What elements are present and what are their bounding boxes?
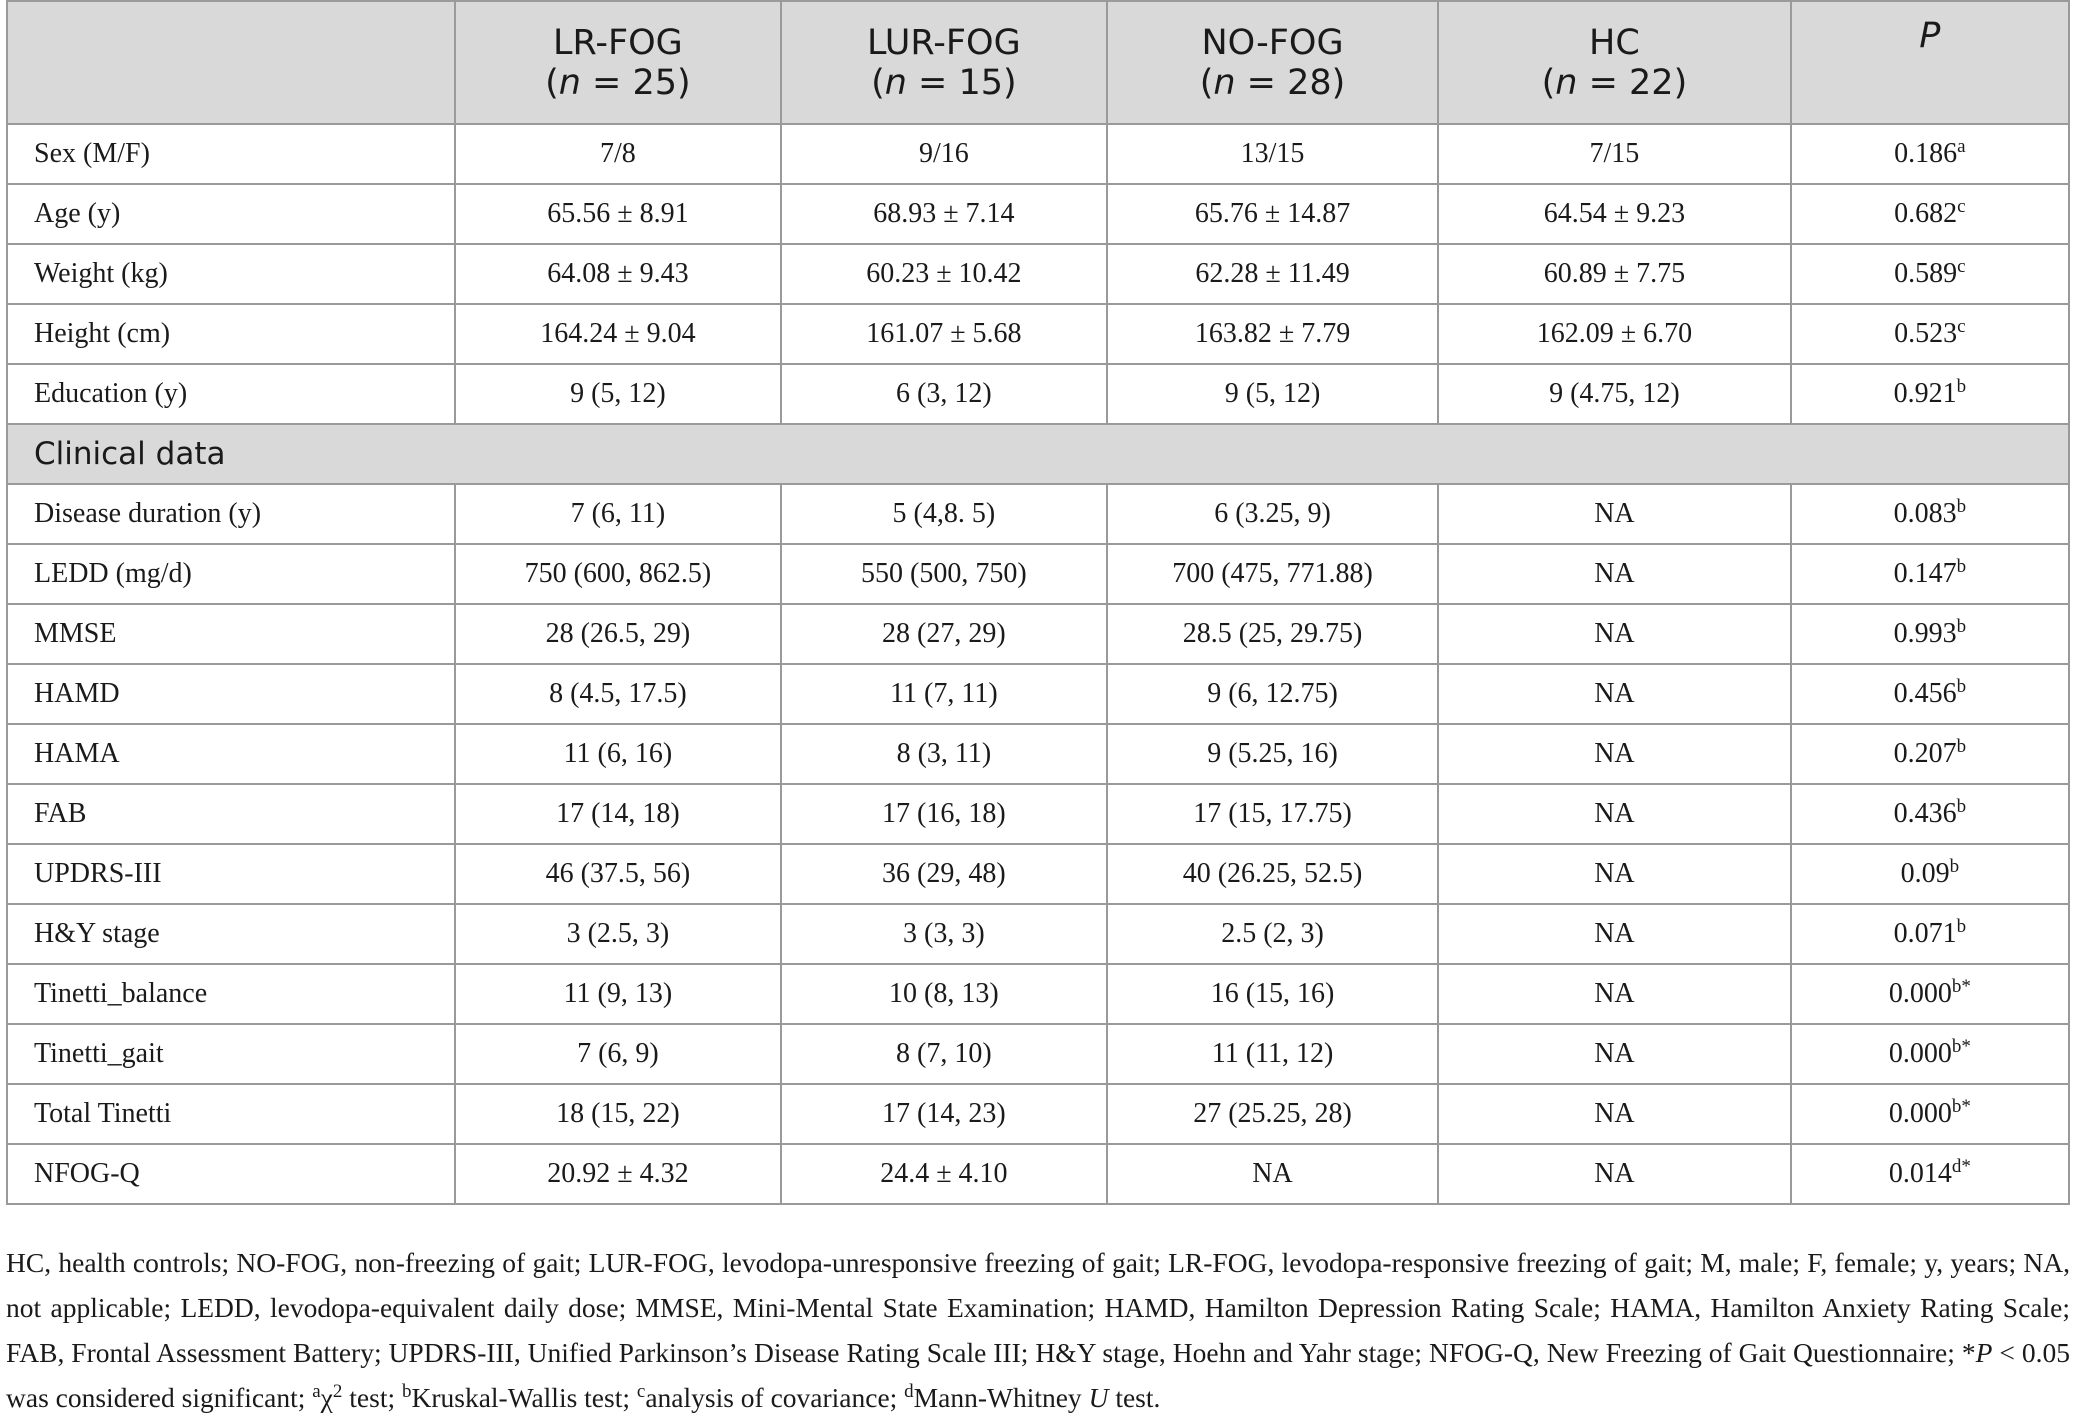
cell-no: 9 (5.25, 16) [1107, 724, 1438, 784]
cell-p-value [1791, 1144, 2069, 1204]
cell-p-value [1791, 1084, 2069, 1144]
row-label: HAMA [7, 724, 455, 784]
cell-lr: 17 (14, 18) [455, 784, 781, 844]
p-value-superscript: b [1956, 556, 1967, 577]
p-value-superscript: b* [1951, 1036, 1971, 1057]
p-value-text: 0.000 [1888, 1098, 1952, 1129]
cell-lur: 550 (500, 750) [781, 544, 1107, 604]
row-label: Sex (M/F) [7, 124, 455, 184]
header-no-fog: NO-FOG (n = 28) [1107, 1, 1438, 124]
cell-lr: 750 (600, 862.5) [455, 544, 781, 604]
row-label: FAB [7, 784, 455, 844]
p-value-text: 0.921 [1893, 378, 1957, 409]
cell-hc: NA [1438, 784, 1791, 844]
cell-no: 11 (11, 12) [1107, 1024, 1438, 1084]
cell-lur: 17 (14, 23) [781, 1084, 1107, 1144]
cell-hc: 162.09 ± 6.70 [1438, 304, 1791, 364]
cell-hc: 9 (4.75, 12) [1438, 364, 1791, 424]
cell-lr: 11 (9, 13) [455, 964, 781, 1024]
table-row [7, 1144, 2069, 1204]
row-label: NFOG-Q [7, 1144, 455, 1204]
cell-lur: 8 (3, 11) [781, 724, 1107, 784]
cell-p-value [1791, 844, 2069, 904]
header-p-value: P [1791, 1, 2069, 124]
header-row [7, 1, 2069, 124]
table-row [7, 244, 2069, 304]
cell-p-value [1791, 124, 2069, 184]
cell-no: 65.76 ± 14.87 [1107, 184, 1438, 244]
p-value-text: 0.456 [1893, 678, 1957, 709]
p-value-text: 0.186 [1894, 138, 1958, 169]
cell-hc: NA [1438, 664, 1791, 724]
section-title: Clinical data [7, 424, 2069, 484]
cell-lur: 11 (7, 11) [781, 664, 1107, 724]
cell-p-value [1791, 904, 2069, 964]
p-value-text: 0.083 [1893, 498, 1957, 529]
cell-lr: 7/8 [455, 124, 781, 184]
p-value-text: 0.09 [1900, 858, 1950, 889]
p-value-superscript: c [1957, 316, 1966, 337]
cell-lur: 5 (4,8. 5) [781, 484, 1107, 544]
cell-no: 2.5 (2, 3) [1107, 904, 1438, 964]
cell-hc: NA [1438, 724, 1791, 784]
table-row [7, 304, 2069, 364]
cell-hc: NA [1438, 844, 1791, 904]
cell-lur: 36 (29, 48) [781, 844, 1107, 904]
p-value-superscript: d* [1951, 1156, 1971, 1177]
table-footnote: HC, health controls; NO-FOG, non-freezing of gait; LUR-FOG, levodopa-unresponsive freezing of gait; LR-FOG, levodopa-responsive freezing of gait; M, male; F, female; y, years; NA, not applicable; LEDD, levodopa-equivalent daily dose; MMSE, Mini-Mental State Examination; HAMD, Hamilton Depression Rating Scale; HAMA, Hamilton Anxiety Rating Scale; FAB, Frontal Assessment Battery; UPDRS-III, Unified Parkinson’s Disease Rating Scale III; H&Y stage, Hoehn and Yahr stage; NFOG-Q, New Freezing of Gait Questionnaire; *P < 0.05 was considered significant; $^a\chi^2$ test; $^b$Kruskal-Wallis test; $^c$analysis of covariance; $^d$Mann-Whitney U test. [6, 1247, 2070, 1413]
row-label: HAMD [7, 664, 455, 724]
p-value-superscript: b* [1951, 1096, 1971, 1117]
cell-no: 17 (15, 17.75) [1107, 784, 1438, 844]
cell-no: 16 (15, 16) [1107, 964, 1438, 1024]
table-row [7, 604, 2069, 664]
cell-p-value [1791, 184, 2069, 244]
header-lur-fog: LUR-FOG (n = 15) [781, 1, 1107, 124]
p-value-text: 0.000 [1888, 1038, 1952, 1069]
cell-lr: 3 (2.5, 3) [455, 904, 781, 964]
p-value-superscript: b [1956, 496, 1967, 517]
table-row [7, 964, 2069, 1024]
table-row [7, 124, 2069, 184]
p-value-superscript: a [1957, 136, 1966, 157]
cell-lur: 8 (7, 10) [781, 1024, 1107, 1084]
cell-p-value [1791, 484, 2069, 544]
row-label: Education (y) [7, 364, 455, 424]
table-row [7, 664, 2069, 724]
cell-lur: 60.23 ± 10.42 [781, 244, 1107, 304]
cell-no: 700 (475, 771.88) [1107, 544, 1438, 604]
cell-p-value [1791, 364, 2069, 424]
cell-lr: 20.92 ± 4.32 [455, 1144, 781, 1204]
cell-hc: NA [1438, 484, 1791, 544]
cell-p-value [1791, 544, 2069, 604]
cell-p-value [1791, 724, 2069, 784]
cell-lur: 28 (27, 29) [781, 604, 1107, 664]
p-value-text: 0.993 [1893, 618, 1957, 649]
cell-no: 28.5 (25, 29.75) [1107, 604, 1438, 664]
p-value-superscript: b [1956, 796, 1967, 817]
cell-no: 40 (26.25, 52.5) [1107, 844, 1438, 904]
cell-lur: 3 (3, 3) [781, 904, 1107, 964]
cell-lur: 68.93 ± 7.14 [781, 184, 1107, 244]
header-corner [7, 1, 455, 124]
row-label: Total Tinetti [7, 1084, 455, 1144]
p-value-superscript: c [1957, 196, 1966, 217]
p-value-superscript: b [1949, 856, 1960, 877]
table-row [7, 724, 2069, 784]
table-row [7, 184, 2069, 244]
cell-no: 62.28 ± 11.49 [1107, 244, 1438, 304]
cell-lr: 9 (5, 12) [455, 364, 781, 424]
cell-p-value [1791, 964, 2069, 1024]
cell-lur: 161.07 ± 5.68 [781, 304, 1107, 364]
cell-lur: 10 (8, 13) [781, 964, 1107, 1024]
cell-lr: 164.24 ± 9.04 [455, 304, 781, 364]
table-row [7, 484, 2069, 544]
cell-hc: 60.89 ± 7.75 [1438, 244, 1791, 304]
row-label: H&Y stage [7, 904, 455, 964]
cell-lr: 64.08 ± 9.43 [455, 244, 781, 304]
cell-hc: NA [1438, 904, 1791, 964]
cell-p-value [1791, 664, 2069, 724]
table-row [7, 1024, 2069, 1084]
row-label: Disease duration (y) [7, 484, 455, 544]
cell-no: 163.82 ± 7.79 [1107, 304, 1438, 364]
cell-hc: 7/15 [1438, 124, 1791, 184]
row-label: LEDD (mg/d) [7, 544, 455, 604]
cell-no: 13/15 [1107, 124, 1438, 184]
row-label: Tinetti_gait [7, 1024, 455, 1084]
cell-p-value [1791, 304, 2069, 364]
cell-hc: NA [1438, 604, 1791, 664]
cell-hc: NA [1438, 1024, 1791, 1084]
cell-hc: NA [1438, 1084, 1791, 1144]
section-row [7, 424, 2069, 484]
header-hc: HC (n = 22) [1438, 1, 1791, 124]
cell-lr: 8 (4.5, 17.5) [455, 664, 781, 724]
cell-lr: 65.56 ± 8.91 [455, 184, 781, 244]
p-value-superscript: b [1956, 736, 1967, 757]
p-value-text: 0.682 [1894, 198, 1958, 229]
cell-p-value [1791, 784, 2069, 844]
cell-no: 6 (3.25, 9) [1107, 484, 1438, 544]
table-row [7, 784, 2069, 844]
p-value-text: 0.014 [1888, 1158, 1952, 1189]
p-value-text: 0.207 [1893, 738, 1957, 769]
p-value-superscript: b* [1951, 976, 1971, 997]
cell-hc: 64.54 ± 9.23 [1438, 184, 1791, 244]
cell-lur: 24.4 ± 4.10 [781, 1144, 1107, 1204]
p-value-text: 0.589 [1894, 258, 1958, 289]
table-row [7, 544, 2069, 604]
cell-lur: 17 (16, 18) [781, 784, 1107, 844]
cell-lur: 9/16 [781, 124, 1107, 184]
cell-lr: 46 (37.5, 56) [455, 844, 781, 904]
p-value-superscript: b [1956, 616, 1967, 637]
p-value-text: 0.071 [1893, 918, 1957, 949]
table-body [7, 124, 2069, 1204]
cell-lr: 7 (6, 11) [455, 484, 781, 544]
cell-no: 27 (25.25, 28) [1107, 1084, 1438, 1144]
header-lr-fog: LR-FOG (n = 25) [455, 1, 781, 124]
p-value-text: 0.436 [1893, 798, 1957, 829]
cell-hc: NA [1438, 544, 1791, 604]
cell-no: 9 (5, 12) [1107, 364, 1438, 424]
table-row [7, 844, 2069, 904]
row-label: Weight (kg) [7, 244, 455, 304]
cell-no: NA [1107, 1144, 1438, 1204]
p-value-text: 0.147 [1893, 558, 1957, 589]
cell-lr: 7 (6, 9) [455, 1024, 781, 1084]
p-value-text: 0.523 [1894, 318, 1958, 349]
p-value-superscript: b [1956, 676, 1967, 697]
cell-p-value [1791, 1024, 2069, 1084]
cell-lr: 28 (26.5, 29) [455, 604, 781, 664]
p-value-text: 0.000 [1888, 978, 1952, 1009]
cell-no: 9 (6, 12.75) [1107, 664, 1438, 724]
row-label: Age (y) [7, 184, 455, 244]
cell-lr: 18 (15, 22) [455, 1084, 781, 1144]
cell-p-value [1791, 244, 2069, 304]
cell-lr: 11 (6, 16) [455, 724, 781, 784]
demographics-table [6, 0, 2070, 1205]
table-row [7, 1084, 2069, 1144]
p-value-superscript: b [1956, 376, 1967, 397]
row-label: Height (cm) [7, 304, 455, 364]
row-label: MMSE [7, 604, 455, 664]
p-value-superscript: c [1957, 256, 1966, 277]
table-row [7, 364, 2069, 424]
table-row [7, 904, 2069, 964]
cell-hc: NA [1438, 964, 1791, 1024]
row-label: Tinetti_balance [7, 964, 455, 1024]
cell-hc: NA [1438, 1144, 1791, 1204]
p-value-superscript: b [1956, 916, 1967, 937]
cell-p-value [1791, 604, 2069, 664]
row-label: UPDRS-III [7, 844, 455, 904]
cell-lur: 6 (3, 12) [781, 364, 1107, 424]
